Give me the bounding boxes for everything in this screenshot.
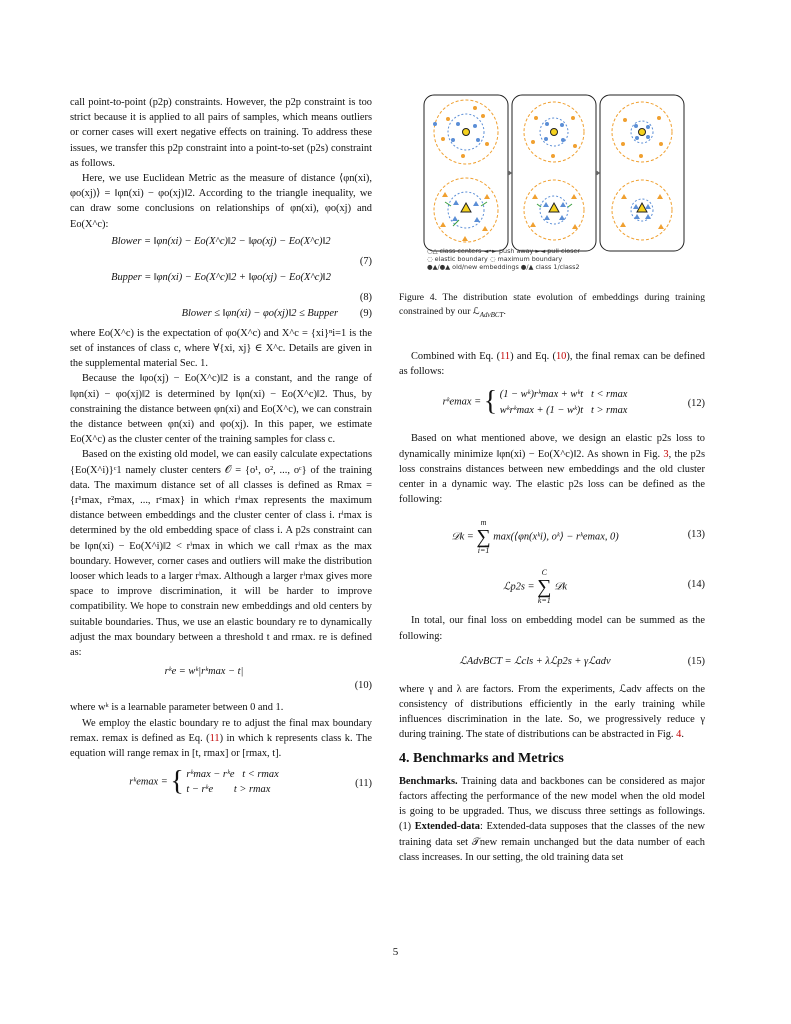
right-column (399, 349, 705, 865)
left-column (70, 95, 372, 803)
section-heading: 4. Benchmarks and Metrics (399, 750, 564, 766)
equation-15: ℒAdvBCT = ℒcls + λℒp2s + γℒadv (15) (459, 655, 705, 667)
class2-clusters (434, 178, 672, 242)
equation-9: Blower ≤ ‖φn(xi) − φo(xj)‖2 ≤ Bupper (9) (181, 307, 372, 319)
distribution-figure (423, 94, 685, 264)
paragraph: where Eo(X^c) is the expectation of φo(X^c) and X^c = {xi}ⁿi=1 is the set of instances of class c, where ∀{xi, xj} ∈ X^c. Details are given in the supplemental material Sec. 1. (70, 327, 372, 370)
equation-12: rᵏemax = { (1 − wᵏ)rᵏmax + wᵏt t < rmax wᵏrᵏmax + (1 − wᵏ)t t > rmax (12) (442, 386, 705, 418)
class-center (637, 203, 647, 212)
equation-14: ℒp2s = C ∑ k=1 𝒟k (14) (503, 568, 705, 606)
figure-caption: Figure 4. The distribution state evolution of embeddings during training constrained by our ℒ$_{AdvBCT}$. (399, 292, 705, 319)
equation-8: Bupper = ‖φn(xi) − Eo(X^c)‖2 + ‖φo(xj) − Eo(X^c)‖2 (111, 271, 331, 283)
fig-link[interactable]: 3 (663, 448, 669, 460)
class-center (639, 129, 646, 136)
class-center (549, 203, 559, 212)
class1-clusters (433, 100, 672, 164)
figure-panel (600, 95, 684, 251)
eq-link[interactable]: 10 (555, 351, 567, 362)
paragraph: We employ the elastic boundary re to adjust the final max boundary remax. remax is defined as Eq. (11) in which k represents class k. The equation will range remax in [t, rmax] or [rmax, t]. (70, 717, 372, 759)
figure-legend: ○△ class centers ◄•► push away ►◄ pull closer ◌ elastic boundary ◌ maximum boundary ●▲/●▲ old/new embeddings ●/▲ class 1/class2 (427, 247, 580, 271)
equation-13: 𝒟k = m ∑ i=1 max(⟨φn(xᵏi), oᵏ⟩ − rᵏemax, 0) (13) (451, 518, 705, 556)
class-center (463, 129, 470, 136)
equation-11: rᵏemax = { rᵏmax − rᵏe t < rmax t − rᵏe t > rmax (11) (129, 766, 372, 798)
equation-10: rᵏe = wᵏ|rᵏmax − t| (10) (164, 666, 372, 692)
old-embeddings (440, 192, 664, 241)
equation-8-number: (8) (359, 291, 372, 303)
fig-link[interactable]: 4 (676, 729, 682, 741)
arrow-icon (508, 170, 512, 176)
arrow-icon (596, 170, 600, 176)
class-center (551, 129, 558, 136)
paragraph: Based on what mentioned above, we design an elastic p2s loss to dynamically minimize ‖φn(xi) − Eo(X^c)‖2. As shown in Fig. 3, the p2s loss constrains distances between new embeddings and the old cluster center in a dynamic way. The elastic p2s loss can be defined as the following: (399, 433, 705, 506)
paragraph: In total, our final loss on embedding model can be summed as the following: (399, 615, 705, 642)
eq-link[interactable]: 11 (500, 351, 511, 362)
class-center (461, 203, 471, 212)
equation-7-number: (7) (359, 255, 372, 267)
eq-link[interactable]: 11 (209, 732, 220, 744)
page-number: 5 (392, 946, 399, 958)
paragraph: where γ and λ are factors. From the experiments, ℒadv affects on the consistency of distributions efficiently in the early training while influences discrimination in the late. So, we progressively reduce γ during training. The state of distributions can be abstracted in Fig. 4. (399, 683, 705, 741)
paragraph: where wᵏ is a learnable parameter between 0 and 1. (70, 702, 284, 714)
equation-7: Blower = ‖φn(xi) − Eo(X^c)‖2 − ‖φo(xj) − Eo(X^c)‖2 (111, 235, 331, 247)
paragraph: Based on the existing old model, we can easily calculate expectations {Eo(X^i)}ᶜ1 namely cluster centers 𝒪 = {o¹, o², ..., oᶜ} of the training data. The maximum distance set of all classes is defined as Rmax = {r¹max, r²max, ..., rᶜmax} in which rⁱmax represents the maximum distance between embeddings and the cluster center of class i. rⁱmax is determined by the old embedding space of class i. A p2s constraint can be ‖φn(xi) − Eo(X^i)‖2 < rⁱmax in which we call rⁱmax as the max boundary. However, corner cases and outliers will make the distribution looser which leads to a larger rⁱmax. Although a larger rⁱmax gives more space to improve discrimination, it will be harder to improve compatibility. We hope to constrain new embeddings and old centers by suitable boundaries. Thus, we use an elastic boundary re to dynamically adjust the max boundary between a threshold t and rmax. re is defined as: (70, 449, 372, 659)
paragraph: Because the ‖φo(xj) − Eo(X^c)‖2 is a constant, and the range of ‖φn(xi) − φo(xj)‖2 is determined by ‖φn(xi) − Eo(X^c)‖2. Thus, by constraining the distance between φn(xi) and Eo(X^c), we can constrain the distance between φn(xi) and φo(xj). In this paper, we estimate Eo(X^c) as the cluster center of the training samples for class c. (70, 373, 372, 446)
paragraph: Combined with Eq. (11) and Eq. (10), the final remax can be defined as follows: (399, 351, 705, 378)
paragraph: call point-to-point (p2p) constraints. However, the p2p constraint is too strict because it is applied to all pairs of samples, which means outliers or corner cases will exert negative effects on training. To address these issues, we transfer this p2p constraint into a point-to-set (p2s) constraint as follows. (70, 97, 372, 169)
paragraph: Benchmarks. Training data and backbones can be considered as major factors affecting the performance of the new model when the old model is going to be upgraded. Thus, we discuss three settings as followings. (1) Extended-data: Extended-data supposes that the classes of the new training data set 𝒯new remain unchanged but the data number of each class increases. In our setting, the old training data set (399, 775, 705, 863)
paragraph: Here, we use Euclidean Metric as the measure of distance ⟨φn(xi), φo(xj)⟩ = ‖φn(xi) − φo(xj)‖2. According to the triangle inequality, we can draw some conclusions on relationships of φn(xi), φo(xj) and Eo(X^c): (70, 173, 372, 230)
